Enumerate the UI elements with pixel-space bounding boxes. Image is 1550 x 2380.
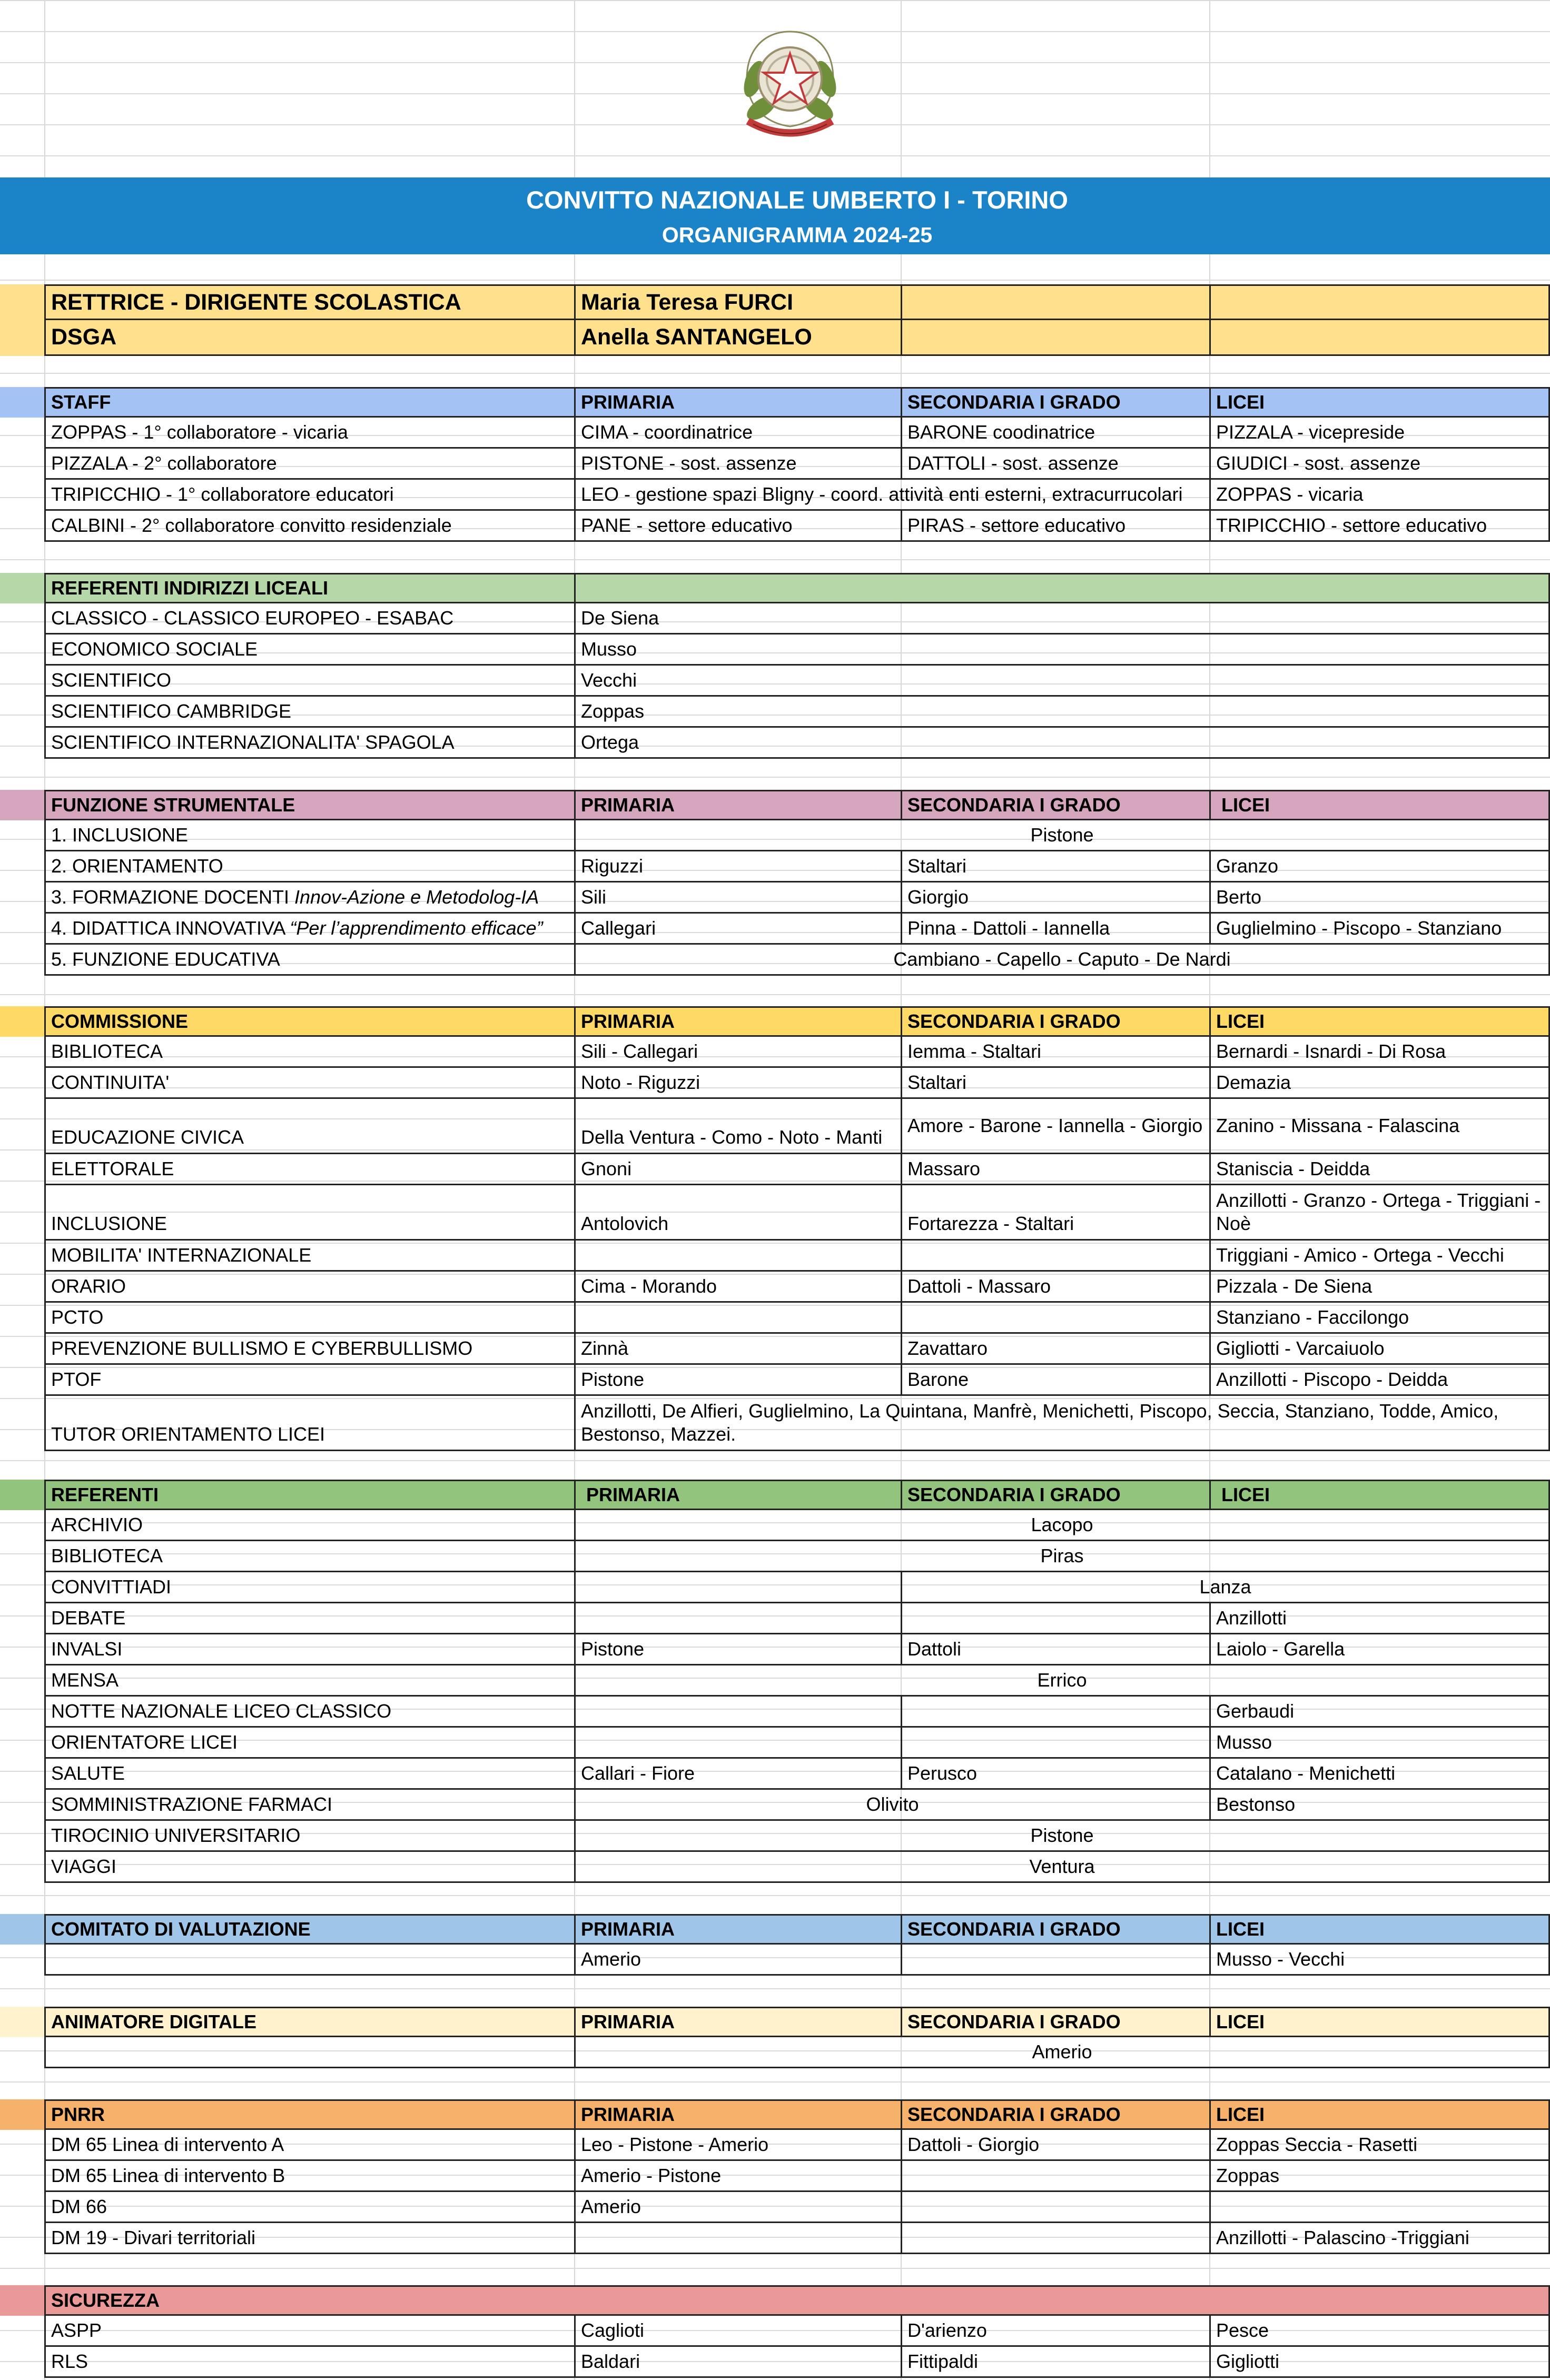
table-cell: ARCHIVIO [44, 1510, 574, 1541]
table-row [0, 480, 1550, 511]
referenti-header-cell: PRIMARIA [574, 1480, 901, 1510]
table-cell: Anzillotti [1209, 1603, 1550, 1634]
table-cell: Piras [574, 1541, 1550, 1572]
table-row [0, 2347, 1550, 2378]
table-cell: Sili - Callegari [574, 1037, 901, 1068]
table-cell: MOBILITA' INTERNAZIONALE [44, 1241, 574, 1272]
animatore-header-cell: LICEI [1209, 2007, 1550, 2037]
table-cell: Anzillotti - Granzo - Ortega - Triggiani - Noè [1209, 1185, 1550, 1241]
table-cell: Iemma - Staltari [901, 1037, 1209, 1068]
table-cell [44, 2037, 574, 2068]
table-row [0, 1790, 1550, 1821]
dirigente-empty-2 [1209, 284, 1550, 320]
table-cell: Catalano - Menichetti [1209, 1759, 1550, 1790]
grid-line [0, 1460, 1550, 1461]
table-row [0, 1185, 1550, 1241]
table-cell: CIMA - coordinatrice [574, 418, 901, 449]
table-row [0, 945, 1550, 976]
table-cell: CONTINUITA' [44, 1068, 574, 1099]
table-cell [901, 1728, 1209, 1759]
table-cell [574, 1697, 901, 1728]
table-cell: SCIENTIFICO [44, 666, 574, 697]
sicurezza-header [0, 2285, 1550, 2316]
table-row [0, 1852, 1550, 1883]
table-cell: CLASSICO - CLASSICO EUROPEO - ESABAC [44, 603, 574, 634]
commissione-header [0, 1006, 1550, 1037]
referenti-header-cell: SECONDARIA I GRADO [901, 1480, 1209, 1510]
table-cell: CONVITTIADI [44, 1572, 574, 1603]
table-cell: RLS [44, 2347, 574, 2378]
table-cell: Gerbaudi [1209, 1697, 1550, 1728]
table-cell: Noto - Riguzzi [574, 1068, 901, 1099]
table-cell: GIUDICI - sost. assenze [1209, 449, 1550, 480]
table-row [0, 2037, 1550, 2068]
table-cell: ASPP [44, 2316, 574, 2347]
grid-line [0, 777, 1550, 778]
table-cell: TRIPICCHIO - settore educativo [1209, 511, 1550, 542]
table-cell: MENSA [44, 1665, 574, 1697]
table-cell: Dattoli [901, 1634, 1209, 1665]
table-cell: Laiolo - Garella [1209, 1634, 1550, 1665]
table-cell: Perusco [901, 1759, 1209, 1790]
table-cell: TUTOR ORIENTAMENTO LICEI [44, 1396, 574, 1451]
table-cell: SCIENTIFICO CAMBRIDGE [44, 697, 574, 728]
staff-header-cell: STAFF [44, 387, 574, 418]
table-cell: Demazia [1209, 1068, 1550, 1099]
table-row [0, 820, 1550, 851]
table-cell: Dattoli - Massaro [901, 1272, 1209, 1303]
table-row [0, 882, 1550, 914]
table-cell [574, 1603, 901, 1634]
table-row [0, 511, 1550, 542]
sicurezza-title: SICUREZZA [44, 2285, 1550, 2316]
table-cell: ECONOMICO SOCIALE [44, 634, 574, 666]
animatore-header [0, 2007, 1550, 2037]
table-cell: Musso - Vecchi [1209, 1945, 1550, 1976]
table-row [0, 2161, 1550, 2192]
table-cell: Pizzala - De Siena [1209, 1272, 1550, 1303]
table-row [0, 1603, 1550, 1634]
grid-line [0, 0, 1550, 1]
table-row [0, 2130, 1550, 2161]
table-cell: Sili [574, 882, 901, 914]
table-row [0, 1697, 1550, 1728]
table-row [0, 1272, 1550, 1303]
table-cell [901, 2223, 1209, 2254]
table-row [0, 666, 1550, 697]
table-cell: Della Ventura - Como - Noto - Manti [574, 1099, 901, 1154]
table-cell: NOTTE NAZIONALE LICEO CLASSICO [44, 1697, 574, 1728]
table-row [0, 1759, 1550, 1790]
table-cell: Riguzzi [574, 851, 901, 882]
pnrr-header-cell: LICEI [1209, 2099, 1550, 2130]
grid-line [0, 1988, 1550, 1989]
fs-row-label-italic: Innov-Azione e Metodolog-IA [294, 886, 539, 908]
table-cell: ORARIO [44, 1272, 574, 1303]
fs-header-cell: LICEI [1209, 790, 1550, 820]
table-cell [901, 2192, 1209, 2223]
table-cell: ORIENTATORE LICEI [44, 1728, 574, 1759]
table-cell: Staltari [901, 851, 1209, 882]
table-cell: SOMMINISTRAZIONE FARMACI [44, 1790, 574, 1821]
table-cell: ZOPPAS - vicaria [1209, 480, 1550, 511]
table-cell: Zoppas Seccia - Rasetti [1209, 2130, 1550, 2161]
table-cell: Vecchi [574, 666, 1550, 697]
table-row [0, 2223, 1550, 2254]
table-cell: Callegari [574, 914, 901, 945]
table-cell: Fittipaldi [901, 2347, 1209, 2378]
grid-line [0, 2081, 1550, 2082]
table-cell [44, 882, 574, 914]
table-cell: Massaro [901, 1154, 1209, 1185]
table-row [0, 1099, 1550, 1154]
table-cell: Errico [574, 1665, 1550, 1697]
table-cell: DM 19 - Divari territoriali [44, 2223, 574, 2254]
table-row [0, 914, 1550, 945]
table-cell: Guglielmino - Piscopo - Stanziano [1209, 914, 1550, 945]
table-cell [901, 1603, 1209, 1634]
page-subtitle: ORGANIGRAMMA 2024-25 [662, 223, 933, 247]
table-cell: Lacopo [574, 1510, 1550, 1541]
referenti-header [0, 1480, 1550, 1510]
table-cell: ZOPPAS - 1° collaboratore - vicaria [44, 418, 574, 449]
referenti-header-cell: LICEI [1209, 1480, 1550, 1510]
table-cell: ELETTORALE [44, 1154, 574, 1185]
table-cell: Zinnà [574, 1334, 901, 1365]
dirigente-empty-1 [901, 284, 1209, 320]
table-cell: De Siena [574, 603, 1550, 634]
table-row [0, 1396, 1550, 1451]
table-row [0, 1241, 1550, 1272]
table-row [0, 603, 1550, 634]
table-cell: BIBLIOTECA [44, 1541, 574, 1572]
table-cell: Pistone [574, 1634, 901, 1665]
table-row [0, 1821, 1550, 1852]
table-cell: Amerio - Pistone [574, 2161, 901, 2192]
table-cell: Berto [1209, 882, 1550, 914]
table-row [0, 1728, 1550, 1759]
animatore-header-cell: ANIMATORE DIGITALE [44, 2007, 574, 2037]
staff-header-cell: PRIMARIA [574, 387, 901, 418]
fs-row-label: 4. DIDATTICA INNOVATIVA [51, 917, 290, 939]
table-cell: Musso [574, 634, 1550, 666]
table-cell: Zoppas [574, 697, 1550, 728]
table-cell: Gigliotti - Varcaiuolo [1209, 1334, 1550, 1365]
table-cell: Gigliotti [1209, 2347, 1550, 2378]
table-cell: PIZZALA - 2° collaboratore [44, 449, 574, 480]
table-cell [901, 1945, 1209, 1976]
table-cell: CALBINI - 2° collaboratore convitto residenziale [44, 511, 574, 542]
table-cell: Zavattaro [901, 1334, 1209, 1365]
table-cell: Pistone [574, 820, 1550, 851]
table-cell: Fortarezza - Staltari [901, 1185, 1209, 1241]
table-row [0, 1945, 1550, 1976]
referenti-indirizzi-title: REFERENTI INDIRIZZI LICEALI [44, 573, 574, 603]
table-cell: Leo - Pistone - Amerio [574, 2130, 901, 2161]
fs-header-cell: FUNZIONE STRUMENTALE [44, 790, 574, 820]
table-cell: BARONE coodinatrice [901, 418, 1209, 449]
table-cell [901, 1241, 1209, 1272]
commissione-header-cell: COMMISSIONE [44, 1006, 574, 1037]
table-row [0, 1510, 1550, 1541]
table-cell: Anzillotti - Piscopo - Deidda [1209, 1365, 1550, 1396]
table-cell [44, 1945, 574, 1976]
table-cell: Barone [901, 1365, 1209, 1396]
table-cell: LEO - gestione spazi Bligny - coord. attività enti esterni, extracurrucolari [574, 480, 1209, 511]
staff-header-cell: SECONDARIA I GRADO [901, 387, 1209, 418]
table-cell [1209, 2192, 1550, 2223]
table-row [0, 634, 1550, 666]
table-cell [574, 2223, 901, 2254]
dirigente-name: Maria Teresa FURCI [574, 284, 901, 320]
dsga-label: DSGA [44, 320, 574, 356]
funzione-strumentale-header [0, 790, 1550, 820]
table-cell: DM 66 [44, 2192, 574, 2223]
table-cell: Dattoli - Giorgio [901, 2130, 1209, 2161]
table-cell: Cima - Morando [574, 1272, 901, 1303]
table-cell: Pinna - Dattoli - Iannella [901, 914, 1209, 945]
comitato-header-cell: LICEI [1209, 1914, 1550, 1945]
table-row [0, 1334, 1550, 1365]
table-cell: BIBLIOTECA [44, 1037, 574, 1068]
table-cell: Caglioti [574, 2316, 901, 2347]
table-row [0, 2316, 1550, 2347]
grid-line [0, 1895, 1550, 1896]
table-cell: INCLUSIONE [44, 1185, 574, 1241]
referenti-header-cell: REFERENTI [44, 1480, 574, 1510]
grid-line [0, 2268, 1550, 2269]
table-cell: Callari - Fiore [574, 1759, 901, 1790]
table-cell: Pesce [1209, 2316, 1550, 2347]
pnrr-header-cell: SECONDARIA I GRADO [901, 2099, 1209, 2130]
pnrr-header [0, 2099, 1550, 2130]
table-cell: DEBATE [44, 1603, 574, 1634]
table-cell [574, 1572, 901, 1603]
table-cell: PISTONE - sost. assenze [574, 449, 901, 480]
table-row [0, 1541, 1550, 1572]
table-cell: PIZZALA - vicepreside [1209, 418, 1550, 449]
page-title: CONVITTO NAZIONALE UMBERTO I - TORINO [526, 186, 1068, 214]
comitato-header [0, 1914, 1550, 1945]
referenti-indirizzi-header [0, 573, 1550, 603]
table-cell: Pistone [574, 1821, 1550, 1852]
comitato-header-cell: PRIMARIA [574, 1914, 901, 1945]
table-cell: PIRAS - settore educativo [901, 511, 1209, 542]
table-row [0, 2192, 1550, 2223]
table-cell: TRIPICCHIO - 1° collaboratore educatori [44, 480, 574, 511]
grid-line [0, 280, 1550, 281]
table-cell: Granzo [1209, 851, 1550, 882]
grid-line [0, 373, 1550, 374]
table-cell: EDUCAZIONE CIVICA [44, 1099, 574, 1154]
table-cell: Staniscia - Deidda [1209, 1154, 1550, 1185]
table-cell: Lanza [901, 1572, 1550, 1603]
table-cell: INVALSI [44, 1634, 574, 1665]
staff-header-cell: LICEI [1209, 387, 1550, 418]
table-cell [44, 914, 574, 945]
comitato-header-cell: SECONDARIA I GRADO [901, 1914, 1209, 1945]
table-cell: Zanino - Missana - Falascina [1209, 1099, 1550, 1154]
table-cell [901, 1303, 1209, 1334]
table-cell: PREVENZIONE BULLISMO E CYBERBULLISMO [44, 1334, 574, 1365]
grid-line [0, 559, 1550, 560]
grid-line [0, 994, 1550, 995]
commissione-header-cell: SECONDARIA I GRADO [901, 1006, 1209, 1037]
commissione-header-cell: PRIMARIA [574, 1006, 901, 1037]
pnrr-header-cell: PRIMARIA [574, 2099, 901, 2130]
table-row [0, 449, 1550, 480]
commissione-header-cell: LICEI [1209, 1006, 1550, 1037]
staff-header [0, 387, 1550, 418]
table-cell: Gnoni [574, 1154, 901, 1185]
table-row [0, 728, 1550, 759]
pnrr-header-cell: PNRR [44, 2099, 574, 2130]
dirigente-row [0, 284, 1550, 320]
table-row [0, 1665, 1550, 1697]
table-row [0, 1303, 1550, 1334]
table-cell: Zoppas [1209, 2161, 1550, 2192]
table-cell: Baldari [574, 2347, 901, 2378]
table-cell: PTOF [44, 1365, 574, 1396]
table-cell: 1. INCLUSIONE [44, 820, 574, 851]
animatore-header-cell: PRIMARIA [574, 2007, 901, 2037]
table-cell: Triggiani - Amico - Ortega - Vecchi [1209, 1241, 1550, 1272]
table-cell: 2. ORIENTAMENTO [44, 851, 574, 882]
dsga-row [0, 320, 1550, 356]
table-cell: Ventura [574, 1852, 1550, 1883]
table-cell: Staltari [901, 1068, 1209, 1099]
table-cell [574, 1303, 901, 1334]
dsga-empty-2 [1209, 320, 1550, 356]
table-cell: DM 65 Linea di intervento A [44, 2130, 574, 2161]
table-row [0, 1365, 1550, 1396]
table-row [0, 1154, 1550, 1185]
fs-row-label-italic: “Per l’apprendimento efficace” [290, 917, 543, 939]
fs-header-cell: PRIMARIA [574, 790, 901, 820]
table-cell: Stanziano - Faccilongo [1209, 1303, 1550, 1334]
table-cell [574, 1241, 901, 1272]
table-row [0, 418, 1550, 449]
italian-republic-emblem [727, 21, 853, 147]
table-row [0, 1572, 1550, 1603]
table-row [0, 1634, 1550, 1665]
table-cell: SCIENTIFICO INTERNAZIONALITA' SPAGOLA [44, 728, 574, 759]
dsga-empty-1 [901, 320, 1209, 356]
table-cell: Anzillotti, De Alfieri, Guglielmino, La Quintana, Manfrè, Menichetti, Piscopo, Seccia, Stanziano, Todde, Amico, Bestonso, Mazzei. [574, 1396, 1550, 1451]
table-cell: Anzillotti - Palascino -Triggiani [1209, 2223, 1550, 2254]
table-cell: Ortega [574, 728, 1550, 759]
table-cell: Antolovich [574, 1185, 901, 1241]
table-cell: PANE - settore educativo [574, 511, 901, 542]
table-row [0, 1068, 1550, 1099]
table-row [0, 851, 1550, 882]
table-row [0, 1037, 1550, 1068]
table-cell: Amore - Barone - Iannella - Giorgio [901, 1099, 1209, 1154]
table-cell [901, 1697, 1209, 1728]
fs-row-label: 3. FORMAZIONE DOCENTI [51, 886, 295, 908]
fs-header-cell: SECONDARIA I GRADO [901, 790, 1209, 820]
table-cell: SALUTE [44, 1759, 574, 1790]
table-cell: PCTO [44, 1303, 574, 1334]
dirigente-label: RETTRICE - DIRIGENTE SCOLASTICA [44, 284, 574, 320]
table-cell: DATTOLI - sost. assenze [901, 449, 1209, 480]
table-cell: TIROCINIO UNIVERSITARIO [44, 1821, 574, 1852]
table-cell: Musso [1209, 1728, 1550, 1759]
table-cell: Giorgio [901, 882, 1209, 914]
table-cell: Amerio [574, 2037, 1550, 2068]
comitato-header-cell: COMITATO DI VALUTAZIONE [44, 1914, 574, 1945]
animatore-header-cell: SECONDARIA I GRADO [901, 2007, 1209, 2037]
table-cell: DM 65 Linea di intervento B [44, 2161, 574, 2192]
dsga-name: Anella SANTANGELO [574, 320, 901, 356]
table-cell: 5. FUNZIONE EDUCATIVA [44, 945, 574, 976]
table-cell: Amerio [574, 2192, 901, 2223]
table-cell [574, 1728, 901, 1759]
table-cell: Bestonso [1209, 1790, 1550, 1821]
grid-line [0, 155, 1550, 156]
table-cell: Pistone [574, 1365, 901, 1396]
table-cell: Olivito [574, 1790, 1209, 1821]
table-row [0, 697, 1550, 728]
table-cell: Amerio [574, 1945, 901, 1976]
table-cell [901, 2161, 1209, 2192]
referenti-indirizzi-empty [574, 573, 1550, 603]
table-cell: D'arienzo [901, 2316, 1209, 2347]
table-cell: Bernardi - Isnardi - Di Rosa [1209, 1037, 1550, 1068]
table-cell: Cambiano - Capello - Caputo - De Nardi [574, 945, 1550, 976]
table-cell: VIAGGI [44, 1852, 574, 1883]
